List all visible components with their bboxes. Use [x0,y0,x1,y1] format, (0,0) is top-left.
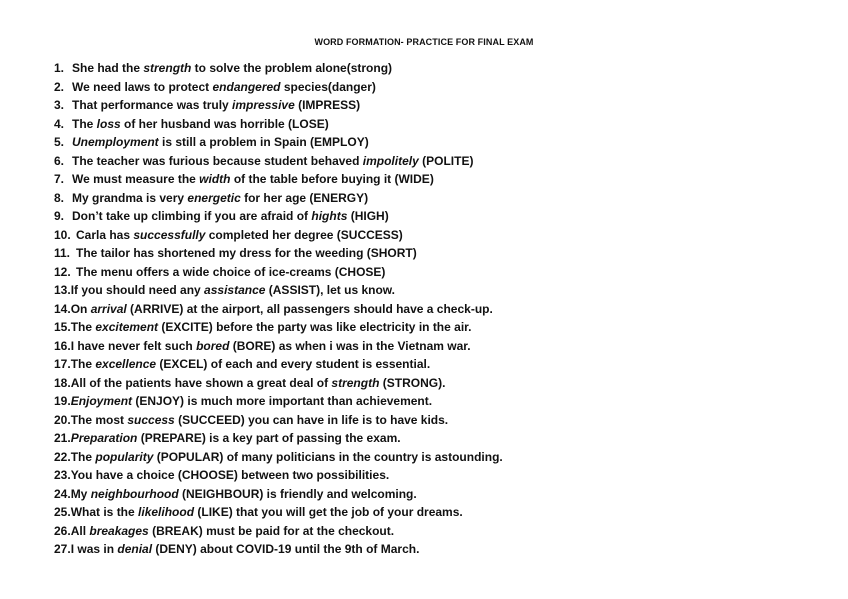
item-answer-word: width [199,172,231,186]
item-number: 3. [54,98,65,112]
item-answer-word: popularity [95,449,154,464]
exercise-item [54,207,814,226]
item-number: 9. [54,209,65,223]
item-number: 5. [54,135,65,149]
item-text-before: What is the [70,505,139,519]
item-text-after: (NEIGHBOUR) is friendly and welcoming. [178,486,417,501]
exercise-item [54,226,814,245]
exercise-item [54,189,814,208]
item-answer-word: neighbourhood [90,486,179,501]
item-answer-word: hights [311,209,348,223]
item-number: 17. [54,357,71,371]
item-answer-word: strength [331,375,380,390]
exercise-item [54,337,814,356]
exercise-list [54,59,814,559]
item-text-before: All [70,523,90,538]
item-number: 15. [54,320,71,334]
item-number: 6. [54,153,65,168]
item-number: 21. [54,431,71,445]
item-text-after: is still a problem in Spain (EMPLOY) [158,135,369,149]
item-answer-word: arrival [90,301,127,316]
exercise-item [54,503,814,522]
exercise-item [54,133,814,152]
item-number: 23. [54,468,71,482]
item-text-before: The [70,320,96,334]
item-text-after: (IMPRESS) [294,98,361,112]
item-text-before: The [70,357,96,371]
item-number: 19. [54,394,71,408]
item-number: 25. [54,505,71,519]
item-answer-word: Enjoyment [70,394,133,408]
item-text-after: (ENJOY) is much more important than achievement. [132,394,433,408]
item-text-after: (DENY) about COVID-19 until the 9th of March. [152,542,420,556]
exercise-item [54,392,814,411]
item-number: 7. [54,172,65,186]
exercise-item [54,318,814,337]
item-number: 1. [54,61,65,75]
item-number: 27. [54,542,71,556]
item-answer-word: breakages [89,523,149,538]
item-text-after: (LIKE) that you will get the job of your dreams. [194,505,463,519]
item-text-after: of the table before buying it (WIDE) [230,172,434,186]
item-text-before: I have never felt such [70,338,197,353]
item-number: 10. [54,227,71,242]
exercise-item [54,466,814,485]
item-number: 24. [54,486,71,501]
exercise-item [54,96,814,115]
item-text-before: I was in [70,542,118,556]
item-text-after: for her age (ENERGY) [240,190,369,205]
item-text-after: (EXCEL) of each and every student is essential. [156,357,431,371]
exercise-item [54,485,814,504]
item-text-before: That performance was truly [72,98,233,112]
item-number: 11. [54,246,71,260]
item-number: 14. [54,301,71,316]
item-text-before: We need laws to protect [72,79,213,94]
item-number: 16. [54,338,71,353]
exercise-item [54,448,814,467]
exercise-item [54,281,814,300]
item-text-before: The [72,116,97,131]
item-text-after: (HIGH) [347,209,389,223]
exercise-item [54,355,814,374]
exercise-item [54,263,814,282]
exercise-item [54,244,814,263]
item-text-before: The [70,449,96,464]
item-text-after: (POLITE) [418,153,474,168]
item-answer-word: excellence [95,357,157,371]
exercise-item [54,78,814,97]
item-answer-word: strength [143,61,192,75]
item-number: 22. [54,449,71,464]
item-text-after: of her husband was horrible (LOSE) [120,116,329,131]
item-text-before: My [70,486,91,501]
item-answer-word: energetic [187,190,241,205]
item-answer-word: Preparation [70,431,138,445]
item-answer-word: successfully [133,227,206,242]
exercise-item [54,522,814,541]
item-text-after: (STRONG). [379,375,446,390]
exercise-item [54,59,814,78]
item-number: 2. [54,79,65,94]
item-text-before: We must measure the [72,172,200,186]
item-number: 18. [54,375,71,390]
item-number: 12. [54,264,71,279]
document-title: WORD FORMATION- PRACTICE FOR FINAL EXAM [314,37,534,47]
item-text-before: If you should need any [70,283,205,297]
item-text-after: (PREPARE) is a key part of passing the exam. [137,431,401,445]
item-text-after: (ASSIST), let us know. [265,283,396,297]
item-answer-word: Unemployment [72,135,159,149]
item-text-before: Don’t take up climbing if you are afraid of [72,209,312,223]
item-text-before: The menu offers a wide choice of ice-creams (CHOSE) [76,264,386,279]
exercise-item [54,300,814,319]
item-answer-word: denial [117,542,153,556]
item-answer-word: impressive [232,98,295,112]
item-text-after: (ARRIVE) at the airport, all passengers should have a check-up. [126,301,493,316]
item-text-after: (POPULAR) of many politicians in the country is astounding. [153,449,503,464]
item-number: 26. [54,523,71,538]
item-text-before: She had the [72,61,144,75]
item-answer-word: success [127,412,175,427]
item-text-before: The most [70,412,128,427]
item-answer-word: endangered [212,79,281,94]
item-number: 4. [54,116,65,131]
item-text-before: You have a choice (CHOOSE) between two possibilities. [70,468,390,482]
item-answer-word: bored [196,338,230,353]
item-text-before: The tailor has shortened my dress for the weeding (SHORT) [76,246,417,260]
item-answer-word: impolitely [362,153,419,168]
item-text-before: Carla has [76,227,134,242]
item-text-before: The teacher was furious because student behaved [72,153,363,168]
item-number: 13. [54,283,71,297]
item-answer-word: assistance [204,283,266,297]
item-text-after: (BORE) as when i was in the Vietnam war. [229,338,471,353]
exercise-item [54,170,814,189]
exercise-item [54,411,814,430]
item-text-after: (EXCITE) before the party was like electricity in the air. [158,320,472,334]
item-answer-word: excitement [95,320,159,334]
exercise-item [54,115,814,134]
exercise-item [54,540,814,559]
item-text-after: species(danger) [280,79,376,94]
item-number: 8. [54,190,65,205]
item-answer-word: likelihood [138,505,195,519]
exercise-item [54,429,814,448]
item-text-after: (SUCCEED) you can have in life is to have kids. [174,412,449,427]
item-text-after: (BREAK) must be paid for at the checkout. [148,523,395,538]
item-text-before: All of the patients have shown a great deal of [70,375,332,390]
exercise-item [54,374,814,393]
item-text-after: to solve the problem alone(strong) [191,61,393,75]
item-text-before: On [70,301,91,316]
item-text-after: completed her degree (SUCCESS) [205,227,403,242]
item-text-before: My grandma is very [72,190,188,205]
exercise-item [54,152,814,171]
item-answer-word: loss [96,116,121,131]
item-number: 20. [54,412,71,427]
